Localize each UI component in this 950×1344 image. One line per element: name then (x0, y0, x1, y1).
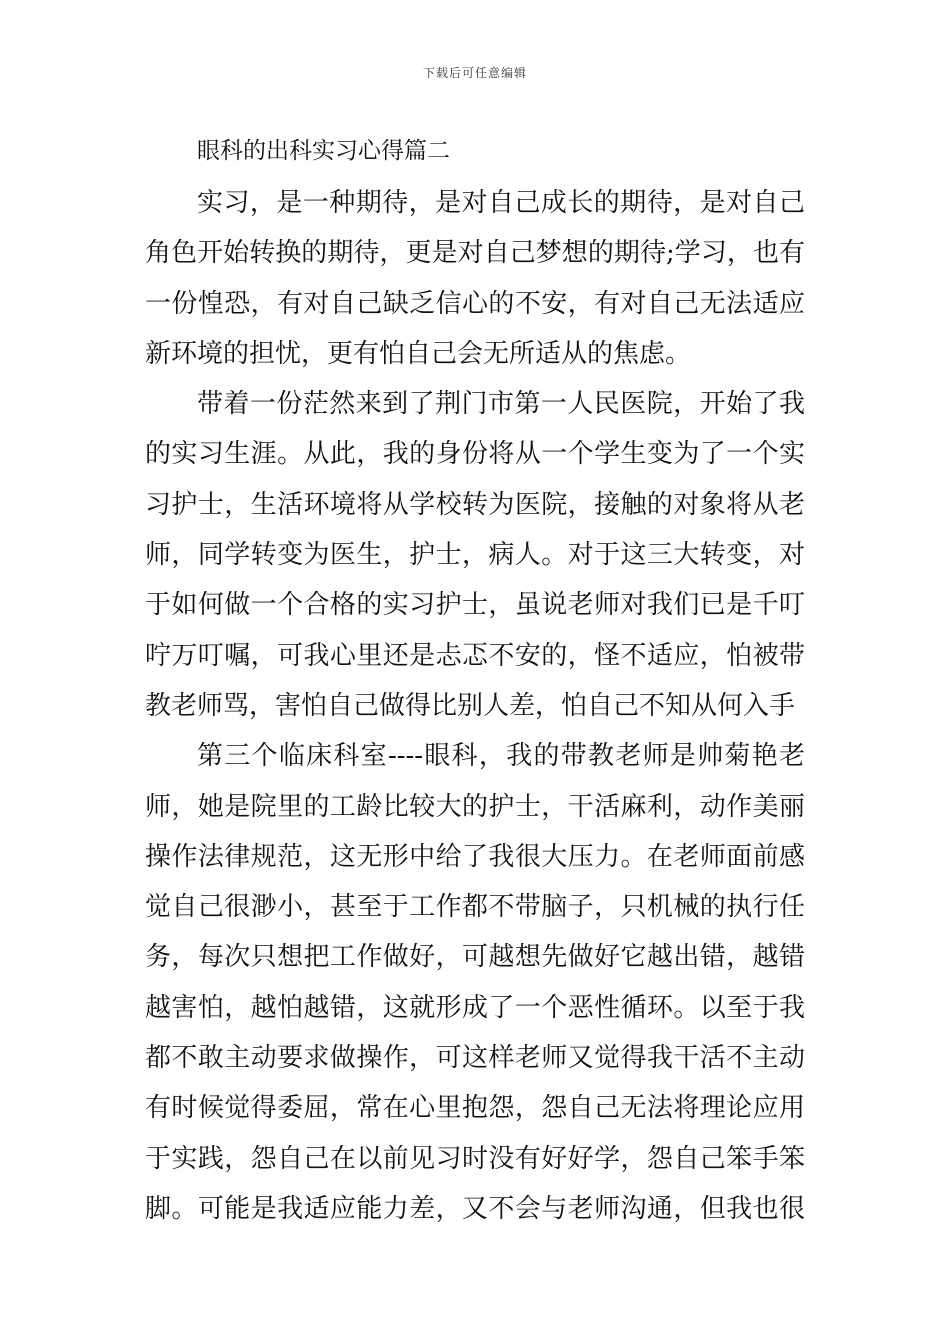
paragraph-3 (145, 731, 805, 1234)
paragraph-line: 操作法律规范，这无形中给了我很大压力。在老师面前感 (145, 841, 805, 872)
paragraph-line: 咛万叮嘱，可我心里还是忐忑不安的，怪不适应，怕被带 (145, 640, 805, 671)
paragraph-line: 带着一份茫然来到了荆门市第一人民医院，开始了我 (197, 389, 805, 420)
paragraph-line: 一份惶恐，有对自己缺乏信心的不安，有对自己无法适应 (145, 288, 805, 319)
paragraph-line: 教老师骂，害怕自己做得比别人差，怕自己不知从何入手 (145, 690, 796, 721)
paragraph-line: 角色开始转换的期待，更是对自己梦想的期待;学习，也有 (145, 238, 805, 269)
paragraph-1 (145, 178, 805, 379)
paragraph-line: 师，她是院里的工龄比较大的护士，干活麻利，动作美丽 (145, 791, 805, 822)
paragraph-line: 脚。可能是我适应能力差，又不会与老师沟通，但我也很 (145, 1193, 805, 1224)
paragraph-2 (145, 379, 805, 731)
paragraph-line: 实习，是一种期待，是对自己成长的期待，是对自己 (197, 188, 805, 218)
paragraph-line: 都不敢主动要求做操作，可这样老师又觉得我干活不主动 (145, 1043, 805, 1074)
paragraph-line: 于实践，怨自己在以前见习时没有好好学，怨自己笨手笨 (145, 1143, 805, 1174)
paragraph-line: 有时候觉得委屈，常在心里抱怨，怨自己无法将理论应用 (145, 1093, 805, 1124)
paragraph-line: 第三个临床科室----眼科，我的带教老师是帅菊艳老 (197, 741, 805, 772)
document-title: 眼科的出科实习心得篇二 (197, 138, 450, 164)
paragraph-line: 的实习生涯。从此，我的身份将从一个学生变为了一个实 (145, 439, 805, 470)
paragraph-line: 师，同学转变为医生，护士，病人。对于这三大转变，对 (145, 540, 805, 571)
paragraph-line: 务，每次只想把工作做好，可越想先做好它越出错，越错 (145, 942, 805, 973)
document-body (145, 128, 805, 1234)
paragraph-line: 觉自己很渺小，甚至于工作都不带脑子，只机械的执行任 (145, 892, 805, 923)
paragraph-line: 越害怕，越怕越错，这就形成了一个恶性循环。以至于我 (145, 992, 805, 1023)
page-header: 下载后可任意编辑 (422, 66, 527, 80)
paragraph-line: 新环境的担忧，更有怕自己会无所适从的焦虑。 (145, 338, 692, 369)
paragraph-line: 于如何做一个合格的实习护士，虽说老师对我们已是千叮 (145, 590, 805, 621)
paragraph-line: 习护士，生活环境将从学校转为医院，接触的对象将从老 (145, 489, 805, 520)
